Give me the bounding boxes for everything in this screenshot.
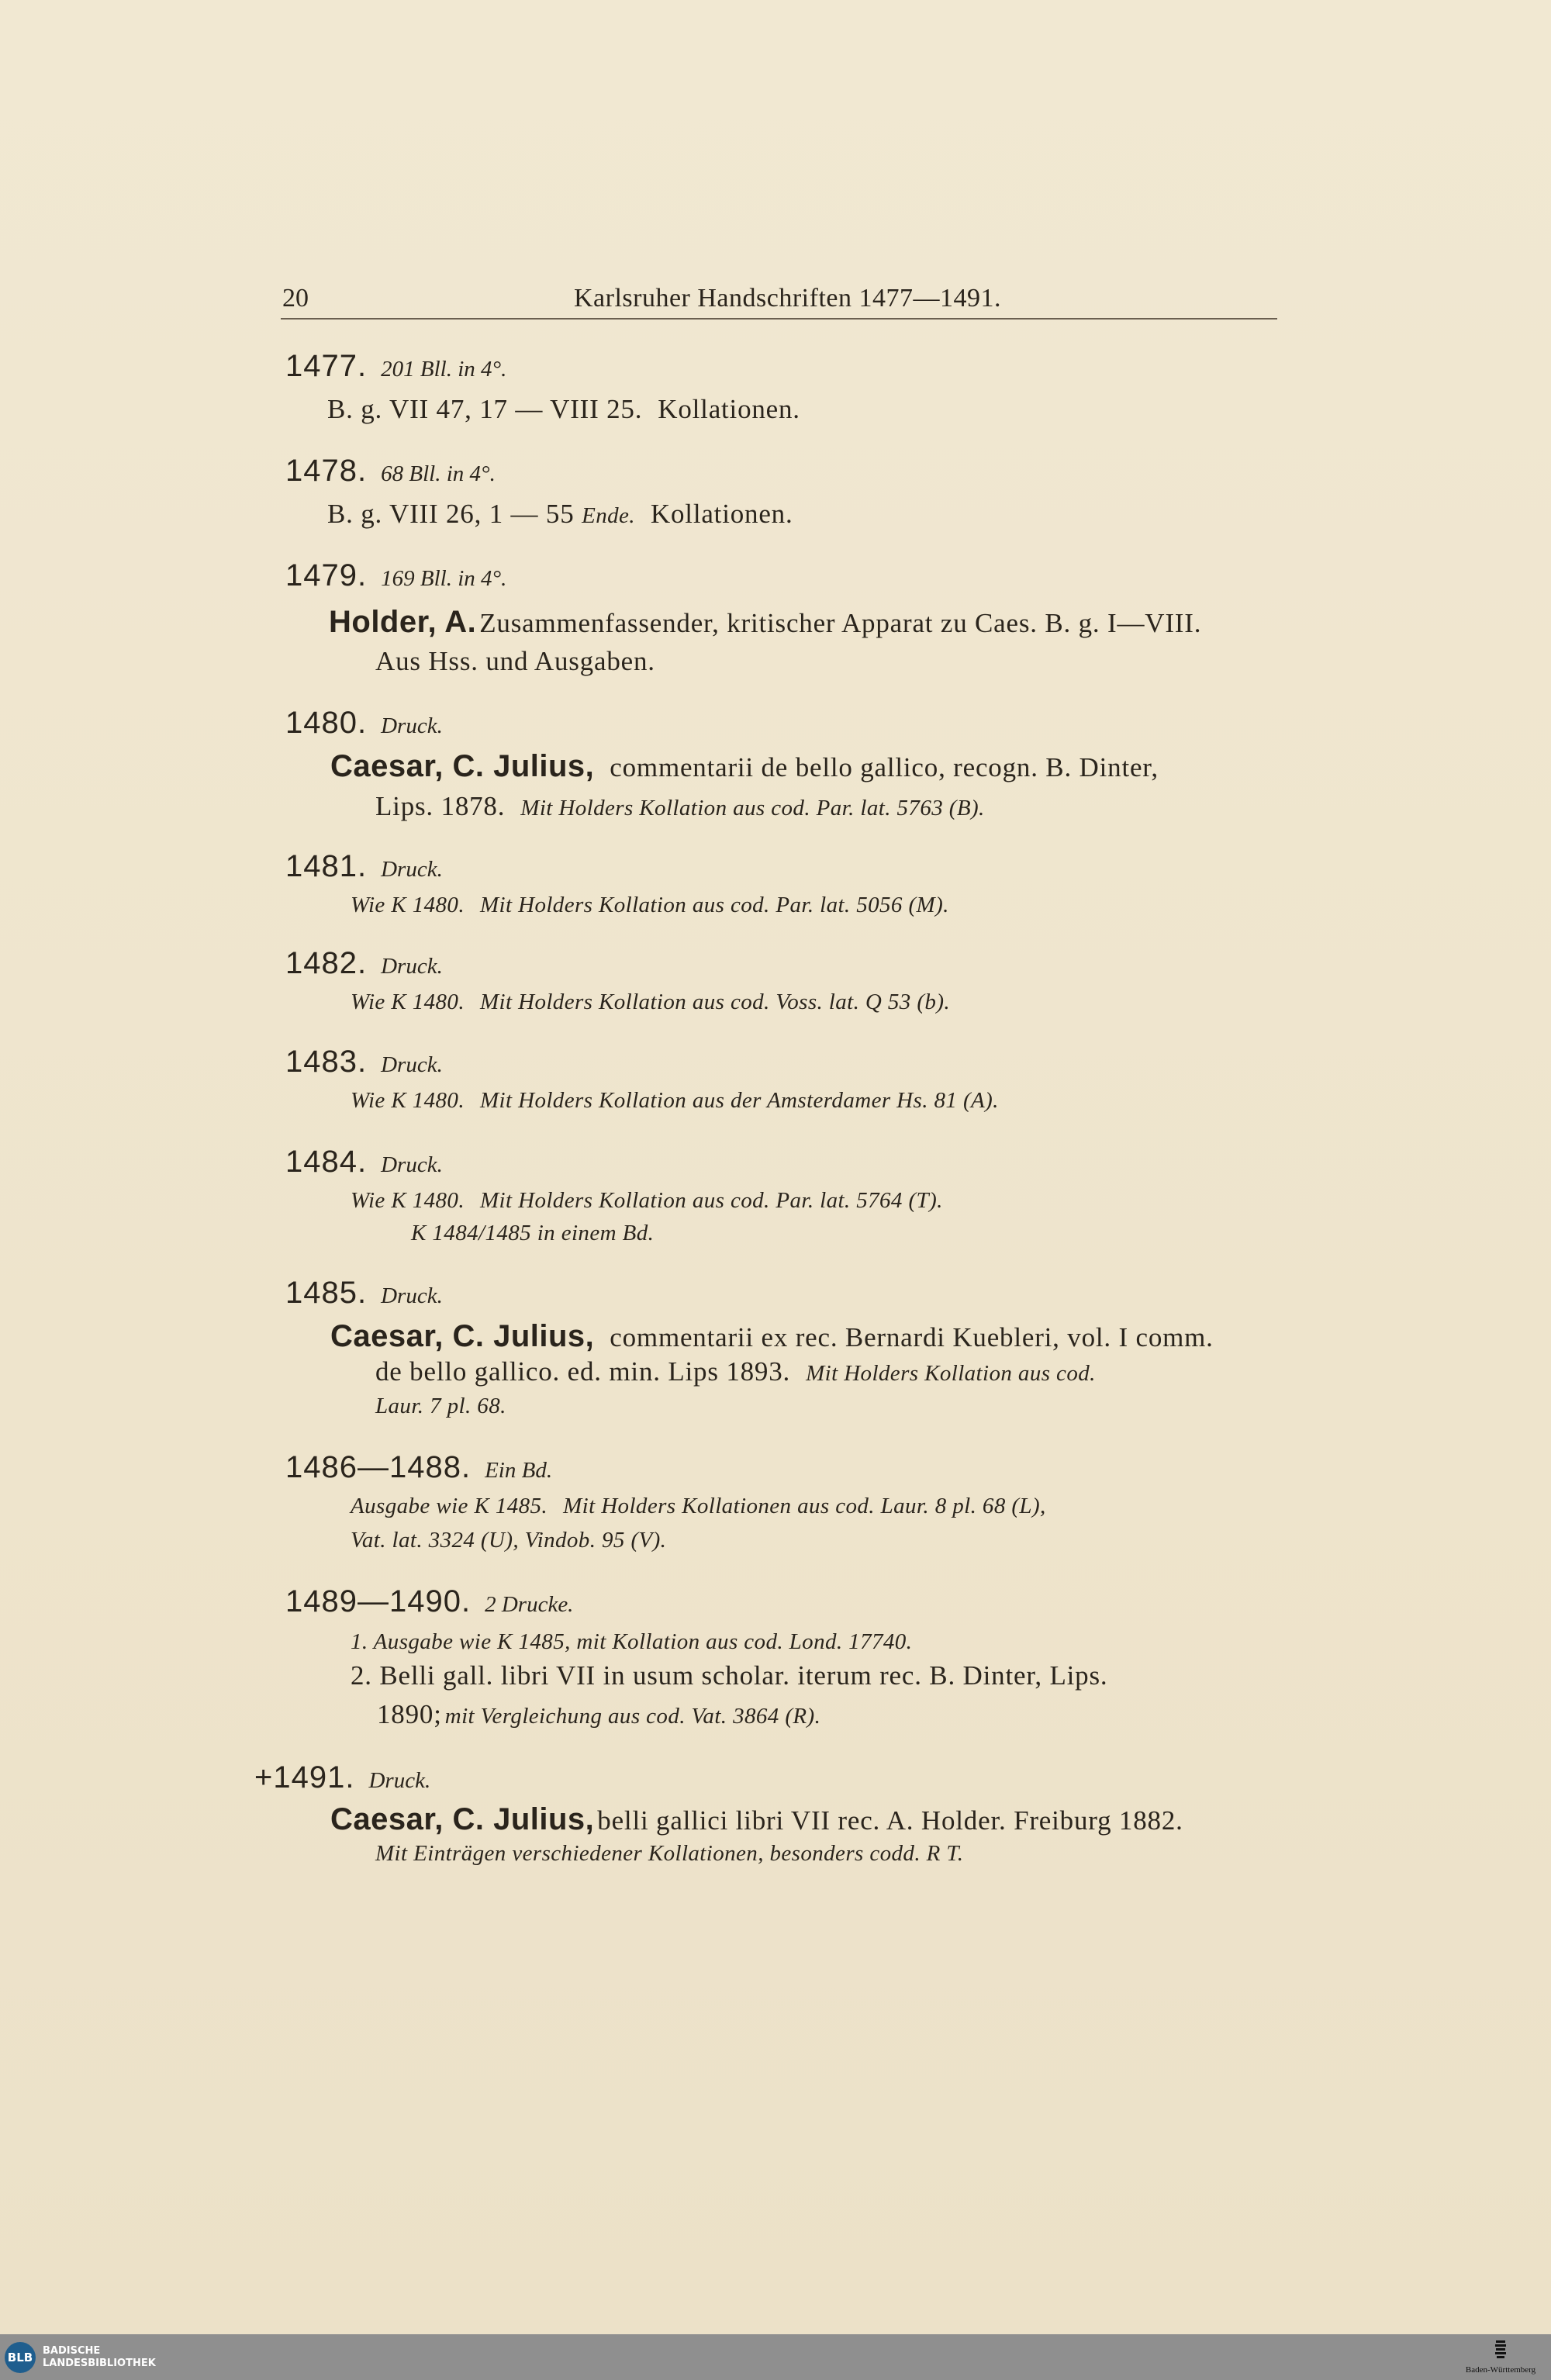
viewer-footer-bar [0, 2334, 1551, 2380]
entry-text: Lips. 1878. [375, 791, 506, 821]
entry-number: 1480. [285, 706, 368, 740]
entry-format: Druck. [381, 857, 443, 882]
entry-number: 1481. [285, 849, 368, 883]
entry-text: commentarii ex rec. Bernardi Kuebleri, vol. I comm. [610, 1322, 1214, 1352]
entry-italic: Mit Holders Kollation aus cod. [806, 1361, 1096, 1386]
entry-format: 2 Drucke. [485, 1592, 574, 1617]
entry-italic: Wie K 1480. [351, 893, 465, 917]
entry-number: 1479. [285, 558, 368, 592]
entry-number: 1484. [285, 1145, 368, 1179]
running-title: Karlsruher Handschriften 1477—1491. [574, 284, 1001, 313]
coat-of-arms-icon [1494, 2339, 1508, 2362]
entry-format: Druck. [381, 1152, 443, 1177]
entry-italic: Wie K 1480. [351, 990, 465, 1014]
entry-text: de bello gallico. ed. min. Lips 1893. [375, 1356, 791, 1387]
entry-italic: Mit Holders Kollation aus cod. Par. lat. 5763 (B). [520, 796, 985, 820]
entry-text: commentarii de bello gallico, recogn. B. Dinter, [610, 752, 1159, 782]
entry-format: Druck. [381, 1283, 443, 1308]
entry-number: 1485. [285, 1276, 368, 1310]
library-name: BADISCHE LANDESBIBLIOTHEK [43, 2345, 156, 2369]
entry-italic: Mit Holders Kollation aus cod. Par. lat. 5056 (M). [479, 893, 949, 917]
entry-italic: Wie K 1480. [351, 1188, 465, 1213]
entry-format: 68 Bll. in 4°. [381, 461, 496, 486]
entry-number: 1486—1488. [285, 1450, 472, 1484]
entry-italic: Vat. lat. 3324 (U), Vindob. 95 (V). [351, 1528, 667, 1553]
entry-italic: 1. Ausgabe wie K 1485, mit Kollation aus cod. Lond. 17740. [351, 1629, 913, 1654]
entry-format: Druck. [381, 1052, 443, 1077]
entry-text: belli gallici libri VII rec. A. Holder. Freiburg 1882. [597, 1805, 1183, 1836]
entry-italic: Ausgabe wie K 1485. [351, 1494, 548, 1518]
entry-text: Zusammenfassender, kritischer Apparat zu Caes. B. g. I—VIII. [479, 608, 1202, 638]
entry-text: B. g. VII 47, 17 — VIII 25. [327, 394, 643, 424]
entry-text: Kollationen. [658, 394, 800, 424]
entry-italic: Ende. [582, 503, 635, 528]
entry-number: 1483. [285, 1045, 368, 1079]
entry-italic: Mit Einträgen verschiedener Kollationen, besonders codd. R T. [375, 1841, 964, 1866]
entry-italic: Laur. 7 pl. 68. [375, 1394, 506, 1418]
entry-italic: mit Vergleichung aus cod. Vat. 3864 (R). [444, 1704, 821, 1729]
entry-text: 2. Belli gall. libri VII in usum scholar. iterum rec. B. Dinter, Lips. [351, 1660, 1108, 1691]
entry-italic: K 1484/1485 in einem Bd. [411, 1221, 655, 1245]
author-name: Caesar, C. Julius, [330, 749, 595, 783]
entry-number: 1478. [285, 454, 368, 488]
blb-logo-icon[interactable]: BLB [5, 2342, 36, 2373]
entry-italic: Wie K 1480. [351, 1088, 465, 1113]
entry-number: 1482. [285, 946, 368, 980]
page-number: 20 [282, 284, 309, 313]
author-name: Holder, A. [329, 605, 477, 639]
entry-number: +1491. [254, 1760, 355, 1794]
entry-italic: Mit Holders Kollation aus der Amsterdamer Hs. 81 (A). [479, 1088, 999, 1113]
entry-number: 1477. [285, 349, 368, 383]
entry-text: Kollationen. [650, 499, 793, 529]
entry-italic: Mit Holders Kollation aus cod. Voss. lat. Q 53 (b). [479, 990, 951, 1014]
author-name: Caesar, C. Julius, [330, 1319, 595, 1353]
entry-format: 169 Bll. in 4°. [381, 566, 507, 591]
entry-format: Druck. [368, 1768, 431, 1793]
page-header [281, 279, 1277, 320]
entry-italic: Mit Holders Kollationen aus cod. Laur. 8 pl. 68 (L), [563, 1494, 1046, 1518]
entry-text: 1890; [377, 1699, 442, 1729]
baden-wuerttemberg-logo[interactable] [1455, 2339, 1546, 2378]
entry-format: Druck. [381, 713, 443, 738]
partner-name: Baden-Württemberg [1465, 2365, 1536, 2375]
entry-format: Druck. [381, 954, 443, 979]
entry-format: 201 Bll. in 4°. [381, 357, 507, 382]
entry-format: Ein Bd. [485, 1458, 553, 1483]
entry-italic: Mit Holders Kollation aus cod. Par. lat. 5764 (T). [479, 1188, 943, 1213]
entry-text: Aus Hss. und Ausgaben. [375, 646, 655, 676]
entry-text: B. g. VIII 26, 1 — 55 [327, 499, 575, 529]
entry-number: 1489—1490. [285, 1584, 472, 1618]
author-name: Caesar, C. Julius, [330, 1802, 595, 1836]
